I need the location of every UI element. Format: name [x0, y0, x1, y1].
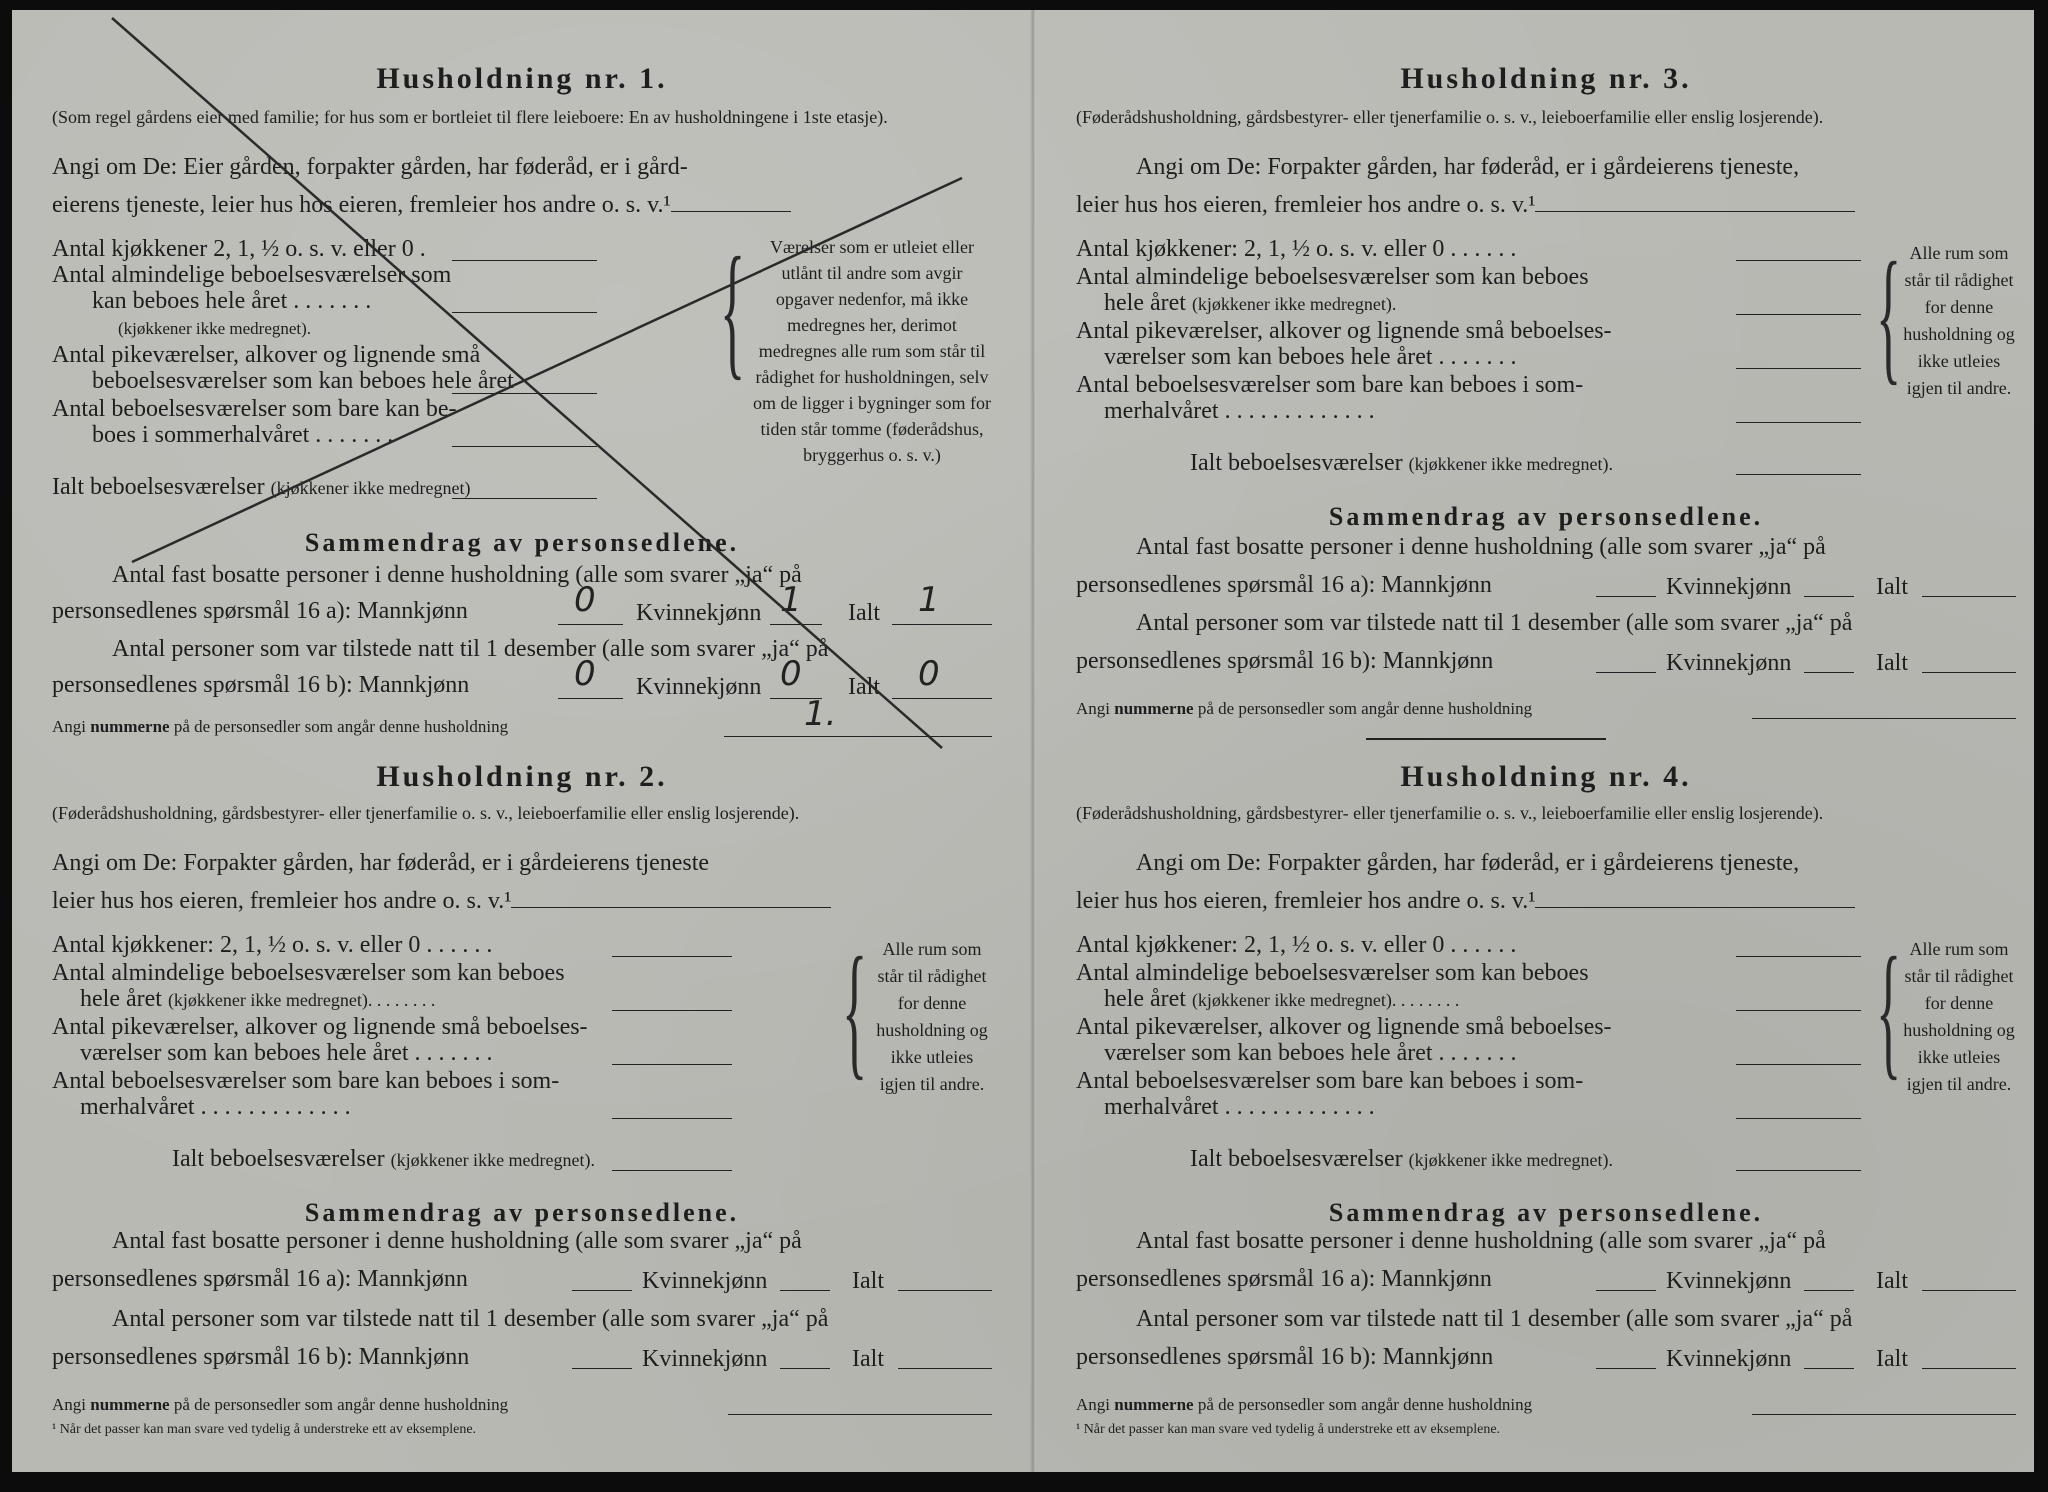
- answer-total[interactable]: [612, 1170, 732, 1171]
- row-small-rooms-2: værelser som kan beboes hele året . . . . . . .: [80, 1040, 493, 1066]
- q16a-line-1: Antal fast bosatte personer i denne husholdning (alle som svarer „ja“ på: [1136, 1228, 1826, 1254]
- row-summer-rooms: Antal beboelsesværelser som bare kan beboes i som-: [1076, 1068, 1584, 1094]
- q16a-line-2: [1076, 1266, 2016, 1293]
- q16a-line-1: Antal fast bosatte personer i denne husholdning (alle som svarer „ja“ på: [112, 562, 802, 588]
- q16b-total-label: Ialt: [1876, 650, 1908, 676]
- answer-total[interactable]: [1736, 474, 1861, 475]
- q16a-male-field[interactable]: [1596, 1290, 1656, 1291]
- row-small-rooms-2: værelser som kan beboes hele året . . . . . . .: [1104, 1040, 1517, 1066]
- q16b-female-label: Kvinnekjønn: [642, 1346, 768, 1372]
- row-small-rooms: Antal pikeværelser, alkover og lignende små: [52, 342, 481, 368]
- answer-summer-rooms[interactable]: [1736, 1118, 1861, 1119]
- q16b-total-label: Ialt: [852, 1346, 884, 1372]
- q16b-line-1: Antal personer som var tilstede natt til 1 desember (alle som svarer „ja“ på: [1136, 1306, 1853, 1332]
- answer-small-rooms[interactable]: [1736, 368, 1861, 369]
- cross-out-line-2: [132, 178, 962, 562]
- q16a-line-2: [1076, 572, 2016, 599]
- q16b-total-label: Ialt: [1876, 1346, 1908, 1372]
- household-description: (Føderådshusholdning, gårdsbestyrer- eller tjenerfamilie o. s. v., leieboerfamilie eller enslig losjerende).: [1076, 107, 1824, 127]
- q16b-line-1: Antal personer som var tilstede natt til 1 desember (alle som svarer „ja“ på: [112, 636, 829, 662]
- numbers-suffix: på de personsedler som angår denne husholdning: [1197, 1395, 1533, 1414]
- angi-line-1: Angi om De: Eier gården, forpakter gården, har føderåd, er i gård-: [52, 154, 688, 180]
- rooms-note: Alle rum som står til rådighet for denne husholdning og ikke utleies igjen til andre.: [1903, 939, 2015, 1094]
- angi-line-2-text: leier hus hos eieren, fremleier hos andre o. s. v.¹: [1076, 888, 1536, 914]
- numbers-field[interactable]: [1752, 1414, 2016, 1415]
- q16b-prefix: personsedlenes spørsmål 16 b): Mannkjønn: [52, 672, 470, 698]
- cross-out-line-1: [112, 18, 942, 748]
- answer-rooms[interactable]: [612, 1010, 732, 1011]
- q16a-female-field[interactable]: [780, 1290, 830, 1291]
- household-title: Husholdning nr. 1.: [376, 62, 668, 95]
- numbers-line: [52, 1392, 508, 1418]
- answer-kitchens[interactable]: [1736, 956, 1861, 957]
- q16a-prefix: personsedlenes spørsmål 16 a): Mannkjønn: [52, 1266, 468, 1292]
- household-3: [1076, 50, 2016, 750]
- q16a-female-label: Kvinnekjønn: [1666, 574, 1792, 600]
- row-total: [172, 1146, 595, 1173]
- numbers-prefix: Angi: [52, 717, 86, 736]
- row-rooms-2-text: hele året: [1104, 986, 1186, 1012]
- census-form-sheet: [12, 10, 2034, 1472]
- numbers-bold: nummerne: [1114, 1395, 1194, 1414]
- q16b-female-label: Kvinnekjønn: [1666, 1346, 1792, 1372]
- q16b-female-field[interactable]: [1804, 1368, 1854, 1369]
- row-rooms-note: (kjøkkener ikke medregnet).: [1191, 294, 1397, 314]
- q16a-total-label: Ialt: [848, 600, 880, 626]
- answer-small-rooms[interactable]: [1736, 1064, 1861, 1065]
- row-summer-rooms-2: merhalvåret . . . . . . . . . . . . .: [80, 1094, 351, 1120]
- summary-title: Sammendrag av personsedlene.: [1328, 502, 1764, 531]
- angi-answer-line[interactable]: [511, 907, 831, 908]
- q16a-male-value: 0: [574, 580, 596, 620]
- rooms-note: Alle rum som står til rådighet for denne husholdning og ikke utleies igjen til andre.: [1903, 243, 2015, 398]
- row-rooms-2: [1104, 290, 1396, 317]
- numbers-prefix: Angi: [1076, 1395, 1110, 1414]
- household-4: [1076, 750, 2016, 1450]
- q16b-male-field[interactable]: [1596, 672, 1656, 673]
- rooms-note: Værelser som er utleiet eller utlånt til andre som avgir opgaver nedenfor, må ikke medregnes her, derimot medregnes alle rum som står til rådighet for husholdningen, selv om de ligger i bygninger som for tiden står tomme (føderådshus, bryggerhus o. s. v.): [753, 237, 991, 465]
- brace-icon: {: [1876, 232, 1902, 398]
- q16a-female-value: 1: [780, 580, 802, 620]
- angi-line-2-text: eierens tjeneste, leier hus hos eieren, fremleier hos andre o. s. v.¹: [52, 192, 671, 218]
- numbers-suffix: på de personsedler som angår denne husholdning: [173, 717, 509, 736]
- numbers-suffix: på de personsedler som angår denne husholdning: [173, 1395, 509, 1414]
- q16a-total-field[interactable]: [898, 1290, 992, 1291]
- total-note: (kjøkkener ikke medregnet).: [1408, 454, 1614, 474]
- angi-line-1: Angi om De: Forpakter gården, har føderåd, er i gårdeierens tjeneste,: [1136, 154, 1800, 180]
- total-label: Ialt beboelsesværelser: [172, 1146, 385, 1172]
- answer-summer-rooms[interactable]: [612, 1118, 732, 1119]
- q16b-male-value: 0: [574, 654, 596, 694]
- total-label: Ialt beboelsesværelser: [52, 474, 265, 500]
- rooms-note: Alle rum som står til rådighet for denne husholdning og ikke utleies igjen til andre.: [876, 939, 988, 1094]
- row-small-rooms-2: beboelsesværelser som kan beboes hele året: [92, 368, 514, 394]
- row-rooms-note: (kjøkkener ikke medregnet).: [118, 319, 312, 338]
- answer-rooms[interactable]: [1736, 314, 1861, 315]
- q16a-line-1: Antal fast bosatte personer i denne husholdning (alle som svarer „ja“ på: [1136, 534, 1826, 560]
- q16b-male-field[interactable]: [1596, 1368, 1656, 1369]
- row-small-rooms: Antal pikeværelser, alkover og lignende små beboelses-: [1076, 1014, 1612, 1040]
- row-rooms-note: (kjøkkener ikke medregnet). . . . . . . .: [1191, 990, 1460, 1010]
- q16b-total-label: Ialt: [848, 674, 880, 700]
- household-title: Husholdning nr. 2.: [376, 760, 668, 793]
- q16a-prefix: personsedlenes spørsmål 16 a): Mannkjønn: [1076, 1266, 1492, 1292]
- q16b-female-value: 0: [780, 654, 802, 694]
- total-label: Ialt beboelsesværelser: [1190, 1146, 1403, 1172]
- q16a-male-field[interactable]: [572, 1290, 632, 1291]
- row-summer-rooms-2: merhalvåret . . . . . . . . . . . . .: [1104, 1094, 1375, 1120]
- q16a-total-label: Ialt: [1876, 574, 1908, 600]
- row-total: [1190, 1146, 1613, 1173]
- q16b-total-value: 0: [918, 654, 940, 694]
- right-page: [1036, 10, 2046, 1472]
- summary-title: Sammendrag av personsedlene.: [304, 528, 740, 557]
- household-title: Husholdning nr. 4.: [1400, 760, 1692, 793]
- q16a-total-label: Ialt: [1876, 1268, 1908, 1294]
- q16a-prefix: personsedlenes spørsmål 16 a): Mannkjønn: [52, 598, 468, 624]
- row-rooms: Antal almindelige beboelsesværelser som kan beboes: [52, 960, 565, 986]
- answer-kitchens[interactable]: [612, 956, 732, 957]
- q16a-female-label: Kvinnekjønn: [1666, 1268, 1792, 1294]
- row-summer-rooms: Antal beboelsesværelser som bare kan be-: [52, 396, 457, 422]
- total-note: (kjøkkener ikke medregnet).: [1408, 1150, 1614, 1170]
- numbers-bold: nummerne: [90, 1395, 170, 1414]
- q16b-total-field[interactable]: [1922, 672, 2016, 673]
- row-rooms-2-text: hele året: [1104, 290, 1186, 316]
- answer-rooms[interactable]: [1736, 1010, 1861, 1011]
- numbers-bold: nummerne: [1114, 699, 1194, 718]
- row-rooms-2: [1104, 986, 1459, 1013]
- total-label: Ialt beboelsesværelser: [1190, 450, 1403, 476]
- q16a-total-field[interactable]: [1922, 1290, 2016, 1291]
- total-note: (kjøkkener ikke medregnet): [270, 478, 471, 498]
- q16b-line-2: [1076, 1344, 2016, 1371]
- row-rooms: Antal almindelige beboelsesværelser som kan beboes: [1076, 264, 1589, 290]
- q16a-total-value: 1: [918, 580, 940, 620]
- q16b-line-1: Antal personer som var tilstede natt til 1 desember (alle som svarer „ja“ på: [1136, 610, 1853, 636]
- answer-summer-rooms[interactable]: [1736, 422, 1861, 423]
- angi-line-1: Angi om De: Forpakter gården, har føderåd, er i gårdeierens tjeneste: [52, 850, 710, 876]
- q16a-line-1: Antal fast bosatte personer i denne husholdning (alle som svarer „ja“ på: [112, 1228, 802, 1254]
- row-rooms-2: [80, 986, 435, 1013]
- q16a-female-field[interactable]: [1804, 1290, 1854, 1291]
- q16b-total-field[interactable]: [1922, 1368, 2016, 1369]
- angi-line-2: [1076, 888, 2016, 915]
- angi-line-2-text: leier hus hos eieren, fremleier hos andre o. s. v.¹: [52, 888, 512, 914]
- angi-line-2: [1076, 192, 2016, 219]
- row-kitchens: Antal kjøkkener: 2, 1, ½ o. s. v. eller 0 . . . . . .: [52, 932, 493, 958]
- numbers-field[interactable]: [1752, 718, 2016, 719]
- angi-line-1: Angi om De: Forpakter gården, har føderåd, er i gårdeierens tjeneste,: [1136, 850, 1800, 876]
- numbers-bold: nummerne: [90, 717, 170, 736]
- summary-title: Sammendrag av personsedlene.: [1328, 1198, 1764, 1227]
- numbers-line: [1076, 1392, 1532, 1418]
- q16a-total-field[interactable]: [1922, 596, 2016, 597]
- row-summer-rooms: Antal beboelsesværelser som bare kan beboes i som-: [52, 1068, 560, 1094]
- household-title: Husholdning nr. 3.: [1400, 62, 1692, 95]
- angi-line-2-text: leier hus hos eieren, fremleier hos andre o. s. v.¹: [1076, 192, 1536, 218]
- row-kitchens: Antal kjøkkener: 2, 1, ½ o. s. v. eller 0 . . . . . .: [1076, 236, 1517, 262]
- q16b-female-label: Kvinnekjønn: [636, 674, 762, 700]
- angi-line-2: [52, 888, 992, 915]
- row-summer-rooms-2: boes i sommerhalvåret . . . . . . .: [92, 422, 394, 448]
- row-summer-rooms: Antal beboelsesværelser som bare kan beboes i som-: [1076, 372, 1584, 398]
- row-summer-rooms-2: merhalvåret . . . . . . . . . . . . .: [1104, 398, 1375, 424]
- household-description: (Som regel gårdens eier med familie; for hus som er bortleiet til flere leieboere: En av husholdningene i 1ste etasje).: [52, 107, 888, 127]
- numbers-suffix: på de personsedler som angår denne husholdning: [1197, 699, 1533, 718]
- q16a-female-label: Kvinnekjønn: [636, 600, 762, 626]
- answer-total[interactable]: [1736, 1170, 1861, 1171]
- household-2: [52, 750, 992, 1450]
- q16b-prefix: personsedlenes spørsmål 16 b): Mannkjønn: [1076, 648, 1494, 674]
- row-small-rooms: Antal pikeværelser, alkover og lignende små beboelses-: [1076, 318, 1612, 344]
- q16a-line-2: [52, 1266, 992, 1293]
- q16b-prefix: personsedlenes spørsmål 16 b): Mannkjønn: [52, 1344, 470, 1370]
- row-rooms: Antal almindelige beboelsesværelser som kan beboes: [1076, 960, 1589, 986]
- row-small-rooms-2: værelser som kan beboes hele året . . . . . . .: [1104, 344, 1517, 370]
- numbers-value: 1.: [804, 694, 837, 734]
- household-description: (Føderådshusholdning, gårdsbestyrer- eller tjenerfamilie o. s. v., leieboerfamilie eller enslig losjerende).: [1076, 803, 1824, 823]
- row-total: [1190, 450, 1613, 477]
- q16a-female-label: Kvinnekjønn: [642, 1268, 768, 1294]
- q16b-female-field[interactable]: [780, 1368, 830, 1369]
- row-rooms-2-text: hele året: [80, 986, 162, 1012]
- brace-icon: {: [720, 227, 746, 393]
- numbers-prefix: Angi: [1076, 699, 1110, 718]
- brace-icon: {: [1876, 927, 1902, 1093]
- row-small-rooms: Antal pikeværelser, alkover og lignende små beboelses-: [52, 1014, 588, 1040]
- numbers-line: [1076, 696, 1532, 722]
- household-description: (Føderådshusholdning, gårdsbestyrer- eller tjenerfamilie o. s. v., leieboerfamilie eller enslig losjerende).: [52, 803, 800, 823]
- q16b-total-field[interactable]: [898, 1368, 992, 1369]
- q16b-male-field[interactable]: [572, 1368, 632, 1369]
- q16b-line-2: [52, 1344, 992, 1371]
- cross-out-marks: [12, 10, 1022, 770]
- total-note: (kjøkkener ikke medregnet).: [390, 1150, 596, 1170]
- angi-answer-line[interactable]: [1535, 211, 1855, 212]
- q16b-female-field[interactable]: [1804, 672, 1854, 673]
- angi-answer-line[interactable]: [1535, 907, 1855, 908]
- row-rooms: Antal almindelige beboelsesværelser som: [52, 262, 452, 288]
- brace-icon: {: [842, 927, 868, 1093]
- q16b-female-label: Kvinnekjønn: [1666, 650, 1792, 676]
- row-rooms-2: kan beboes hele året . . . . . . .: [92, 288, 372, 314]
- row-kitchens: Antal kjøkkener 2, 1, ½ o. s. v. eller 0 .: [52, 236, 426, 262]
- summary-title: Sammendrag av personsedlene.: [304, 1198, 740, 1227]
- q16a-total-label: Ialt: [852, 1268, 884, 1294]
- row-kitchens: Antal kjøkkener: 2, 1, ½ o. s. v. eller 0 . . . . . .: [1076, 932, 1517, 958]
- row-rooms-note: (kjøkkener ikke medregnet). . . . . . . .: [167, 990, 436, 1010]
- numbers-prefix: Angi: [52, 1395, 86, 1414]
- numbers-field[interactable]: [728, 1414, 992, 1415]
- footnote: ¹ Når det passer kan man svare ved tydelig å understreke ett av eksemplene.: [1076, 1422, 1501, 1437]
- footnote: ¹ Når det passer kan man svare ved tydelig å understreke ett av eksemplene.: [52, 1422, 477, 1437]
- q16b-prefix: personsedlenes spørsmål 16 b): Mannkjønn: [1076, 1344, 1494, 1370]
- q16b-line-2: [1076, 648, 2016, 675]
- q16a-prefix: personsedlenes spørsmål 16 a): Mannkjønn: [1076, 572, 1492, 598]
- q16a-female-field[interactable]: [1804, 596, 1854, 597]
- answer-small-rooms[interactable]: [612, 1064, 732, 1065]
- left-page: [12, 10, 1022, 1472]
- section-separator: [1366, 738, 1606, 740]
- answer-kitchens[interactable]: [1736, 260, 1861, 261]
- q16a-male-field[interactable]: [1596, 596, 1656, 597]
- q16b-line-1: Antal personer som var tilstede natt til 1 desember (alle som svarer „ja“ på: [112, 1306, 829, 1332]
